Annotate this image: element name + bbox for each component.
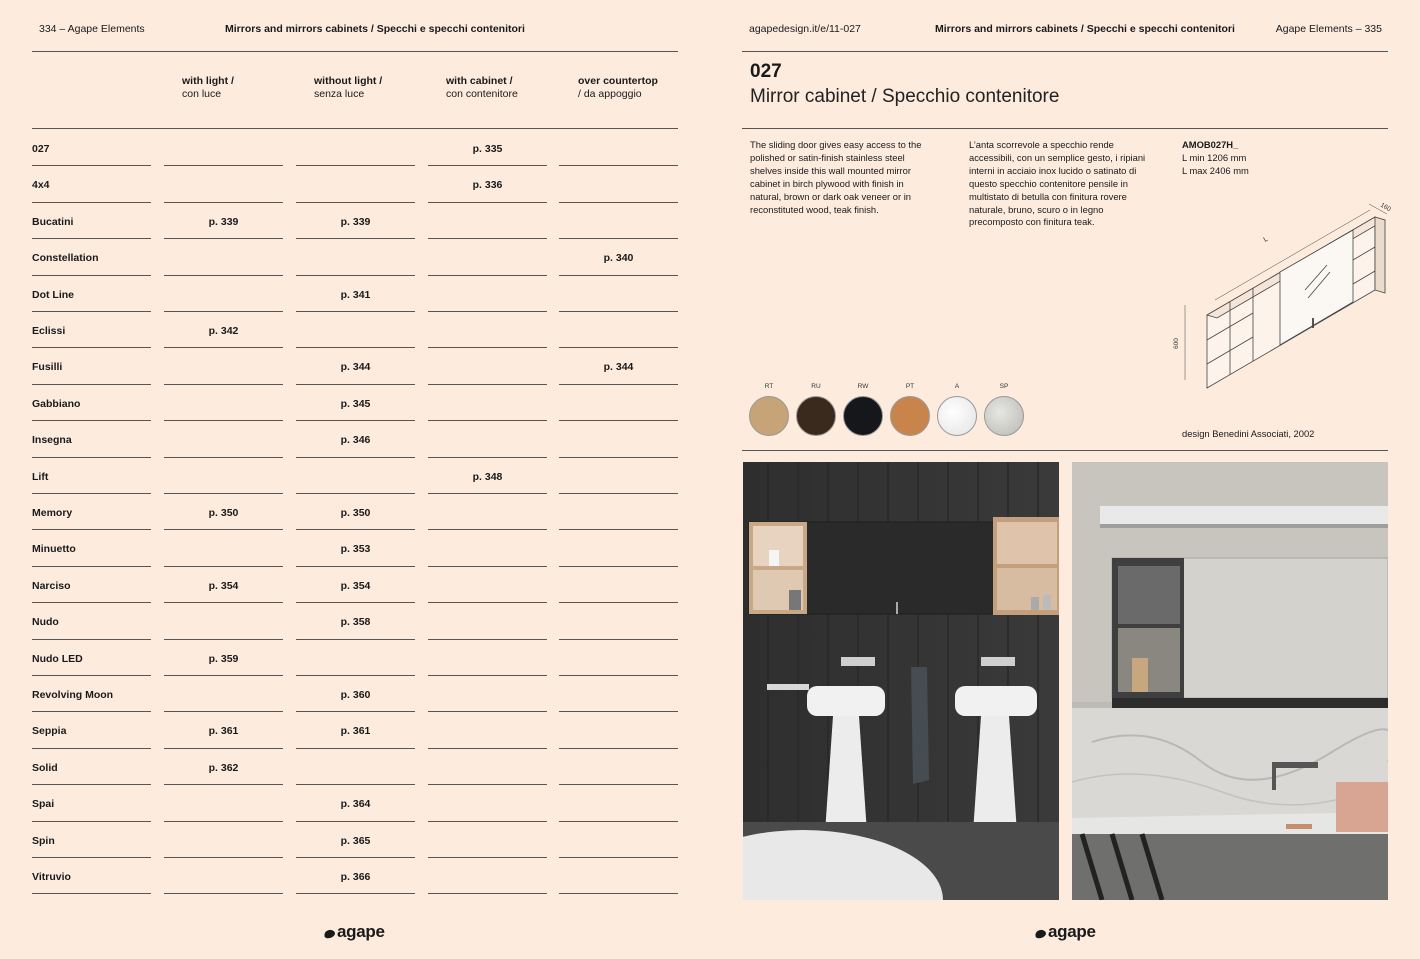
product-name: Seppia: [32, 725, 67, 738]
page-reference[interactable]: p. 362: [208, 761, 239, 774]
table-row: [32, 421, 678, 457]
page-reference[interactable]: p. 366: [340, 871, 371, 883]
table-row: [32, 712, 678, 748]
product-name: Solid: [32, 761, 58, 774]
column-header-it: senza luce: [314, 88, 365, 100]
column-header: [578, 75, 658, 101]
photo-light-bathroom: [1072, 462, 1388, 900]
right-section-title: Mirrors and mirrors cabinets / Specchi e specchi contenitori: [935, 23, 1235, 35]
swatch-color: [796, 396, 836, 436]
table-row: [32, 385, 678, 421]
header-rule: [742, 51, 1388, 52]
table-row: [32, 567, 678, 603]
table-row: [32, 749, 678, 785]
table-row: [32, 785, 678, 821]
left-page-number: 334 – Agape Elements: [39, 23, 145, 35]
product-name: 4x4: [32, 179, 50, 192]
product-name: Insegna: [32, 434, 72, 447]
product-name: Lift: [32, 470, 49, 483]
description-italian: L’anta scorrevole a specchio rende accessibili, con un semplice gesto, i ripiani interni in acciaio inox lucido o satinato di questo specchio contenitore pensile in multistato di betulla con finitura rovere naturale, bruno, scuro o in legno precomposto con finitura teak.: [969, 139, 1146, 228]
swatch-code: A: [954, 383, 960, 390]
product-name: Fusilli: [32, 361, 63, 374]
left-section-title: Mirrors and mirrors cabinets / Specchi e specchi contenitori: [225, 23, 525, 35]
photo-dark-bathroom: [743, 462, 1059, 900]
agape-leaf-icon: [323, 928, 336, 939]
product-name: Spai: [32, 798, 55, 811]
swatch-code: RU: [811, 383, 821, 390]
page-reference[interactable]: p. 361: [340, 725, 371, 738]
page-reference[interactable]: p. 346: [340, 434, 371, 447]
dim-depth: 160: [1379, 201, 1392, 214]
table-row: [32, 239, 678, 275]
swatch-code: SP: [999, 383, 1009, 390]
product-name: Vitruvio: [32, 871, 71, 883]
designer-credit: design Benedini Associati, 2002: [1182, 428, 1315, 439]
column-header: [446, 75, 518, 101]
page-reference[interactable]: p. 339: [208, 215, 239, 228]
column-header-it: con luce: [182, 88, 222, 100]
page-reference[interactable]: p. 361: [208, 725, 239, 738]
product-name: Nudo LED: [32, 652, 83, 665]
page-reference[interactable]: p. 354: [208, 579, 239, 592]
page-reference[interactable]: p. 360: [340, 689, 371, 701]
page-url: agapedesign.it/e/11-027: [749, 23, 861, 35]
product-title: Mirror cabinet / Specchio contenitore: [750, 86, 1060, 107]
agape-leaf-icon: [1034, 928, 1047, 939]
swatch-code: RW: [857, 383, 869, 390]
product-code: 027: [750, 61, 782, 82]
finish-swatch: [749, 383, 789, 436]
page-reference[interactable]: p. 354: [340, 579, 371, 592]
page-reference[interactable]: p. 341: [340, 288, 371, 301]
product-name: Memory: [32, 507, 73, 519]
row-underline: [428, 893, 547, 894]
spec-code: AMOB027H_: [1182, 139, 1239, 150]
page-reference[interactable]: p. 350: [208, 507, 239, 519]
swatch-color: [890, 396, 930, 436]
product-name: Bucatini: [32, 215, 74, 228]
swatch-color: [984, 396, 1024, 436]
table-row: [32, 640, 678, 676]
title-rule: [742, 128, 1388, 129]
agape-logo: [1035, 922, 1096, 942]
swatch-color: [843, 396, 883, 436]
page-reference[interactable]: p. 339: [340, 215, 371, 228]
description-english: The sliding door gives easy access to the polished or satin-finish stainless steel shelves inside this wall mounted mirror cabinet in birch plywood with finish in natural, brown or dark oak veneer or in reconstituted wood, teak finish.: [750, 139, 922, 215]
table-row: [32, 203, 678, 239]
column-header: [182, 75, 234, 101]
table-row: [32, 676, 678, 712]
table-row: [32, 348, 678, 384]
dim-length: L: [1262, 235, 1270, 244]
technical-drawing: [1165, 190, 1395, 395]
table-row: [32, 458, 678, 494]
page-reference[interactable]: p. 365: [340, 834, 371, 847]
column-header-it: / da appoggio: [578, 88, 642, 100]
table-header-rule: [32, 128, 678, 129]
finish-swatch: [843, 383, 883, 436]
column-header-en: with cabinet /: [446, 75, 513, 87]
table-row: [32, 530, 678, 566]
table-row: [32, 130, 678, 166]
page-reference[interactable]: p. 336: [472, 179, 503, 192]
page-reference[interactable]: p. 345: [340, 397, 371, 410]
dim-height: 600: [1173, 338, 1180, 349]
header-rule: [32, 51, 678, 52]
row-underline: [164, 893, 283, 894]
product-name: Gabbiano: [32, 397, 81, 410]
column-header-en: over countertop: [578, 75, 658, 87]
swatch-code: PT: [905, 383, 915, 390]
agape-logo: [324, 922, 385, 942]
product-name: Narciso: [32, 579, 71, 592]
table-row: [32, 494, 678, 530]
row-underline: [32, 893, 151, 894]
product-name: Eclissi: [32, 325, 66, 337]
product-spec: [1182, 139, 1249, 178]
page-reference[interactable]: p. 340: [603, 252, 634, 265]
page-reference[interactable]: p. 348: [472, 470, 503, 483]
column-header: [314, 75, 382, 101]
swatch-color: [749, 396, 789, 436]
product-name: 027: [32, 143, 50, 155]
table-row: [32, 276, 678, 312]
page-reference[interactable]: p. 342: [208, 325, 239, 337]
page-reference[interactable]: p. 344: [603, 361, 634, 374]
row-underline: [559, 893, 678, 894]
right-page: [710, 0, 1420, 959]
table-row: [32, 822, 678, 858]
finish-swatch: [796, 383, 836, 436]
spec-lmin: L min 1206 mm: [1182, 151, 1247, 163]
column-header-en: with light /: [182, 75, 234, 87]
page-reference[interactable]: p. 364: [340, 798, 371, 811]
column-header-it: con contenitore: [446, 88, 518, 100]
page-reference[interactable]: p. 359: [208, 652, 239, 665]
product-name: Minuetto: [32, 543, 76, 556]
logo-text: agape: [337, 922, 385, 941]
page-reference[interactable]: p. 350: [340, 507, 371, 519]
finish-swatch: [937, 383, 977, 436]
spec-lmax: L max 2406 mm: [1182, 164, 1249, 176]
product-name: Dot Line: [32, 288, 74, 301]
page-reference[interactable]: p. 335: [472, 143, 503, 155]
logo-text: agape: [1048, 922, 1096, 941]
swatch-color: [937, 396, 977, 436]
page-reference[interactable]: p. 358: [340, 616, 371, 629]
finish-swatch: [890, 383, 930, 436]
table-row: [32, 312, 678, 348]
swatch-code: RT: [764, 383, 774, 390]
swatch-rule: [742, 450, 1388, 451]
table-row: [32, 166, 678, 202]
page-reference[interactable]: p. 344: [340, 361, 371, 374]
table-row: [32, 858, 678, 894]
right-page-number: Agape Elements – 335: [1275, 23, 1382, 35]
finish-swatch: [984, 383, 1024, 436]
row-underline: [296, 893, 415, 894]
page-reference[interactable]: p. 353: [340, 543, 371, 556]
product-name: Spin: [32, 834, 55, 847]
table-row: [32, 603, 678, 639]
product-name: Nudo: [32, 616, 59, 629]
product-name: Constellation: [32, 252, 99, 265]
product-name: Revolving Moon: [32, 689, 114, 701]
column-header-en: without light /: [314, 75, 383, 87]
